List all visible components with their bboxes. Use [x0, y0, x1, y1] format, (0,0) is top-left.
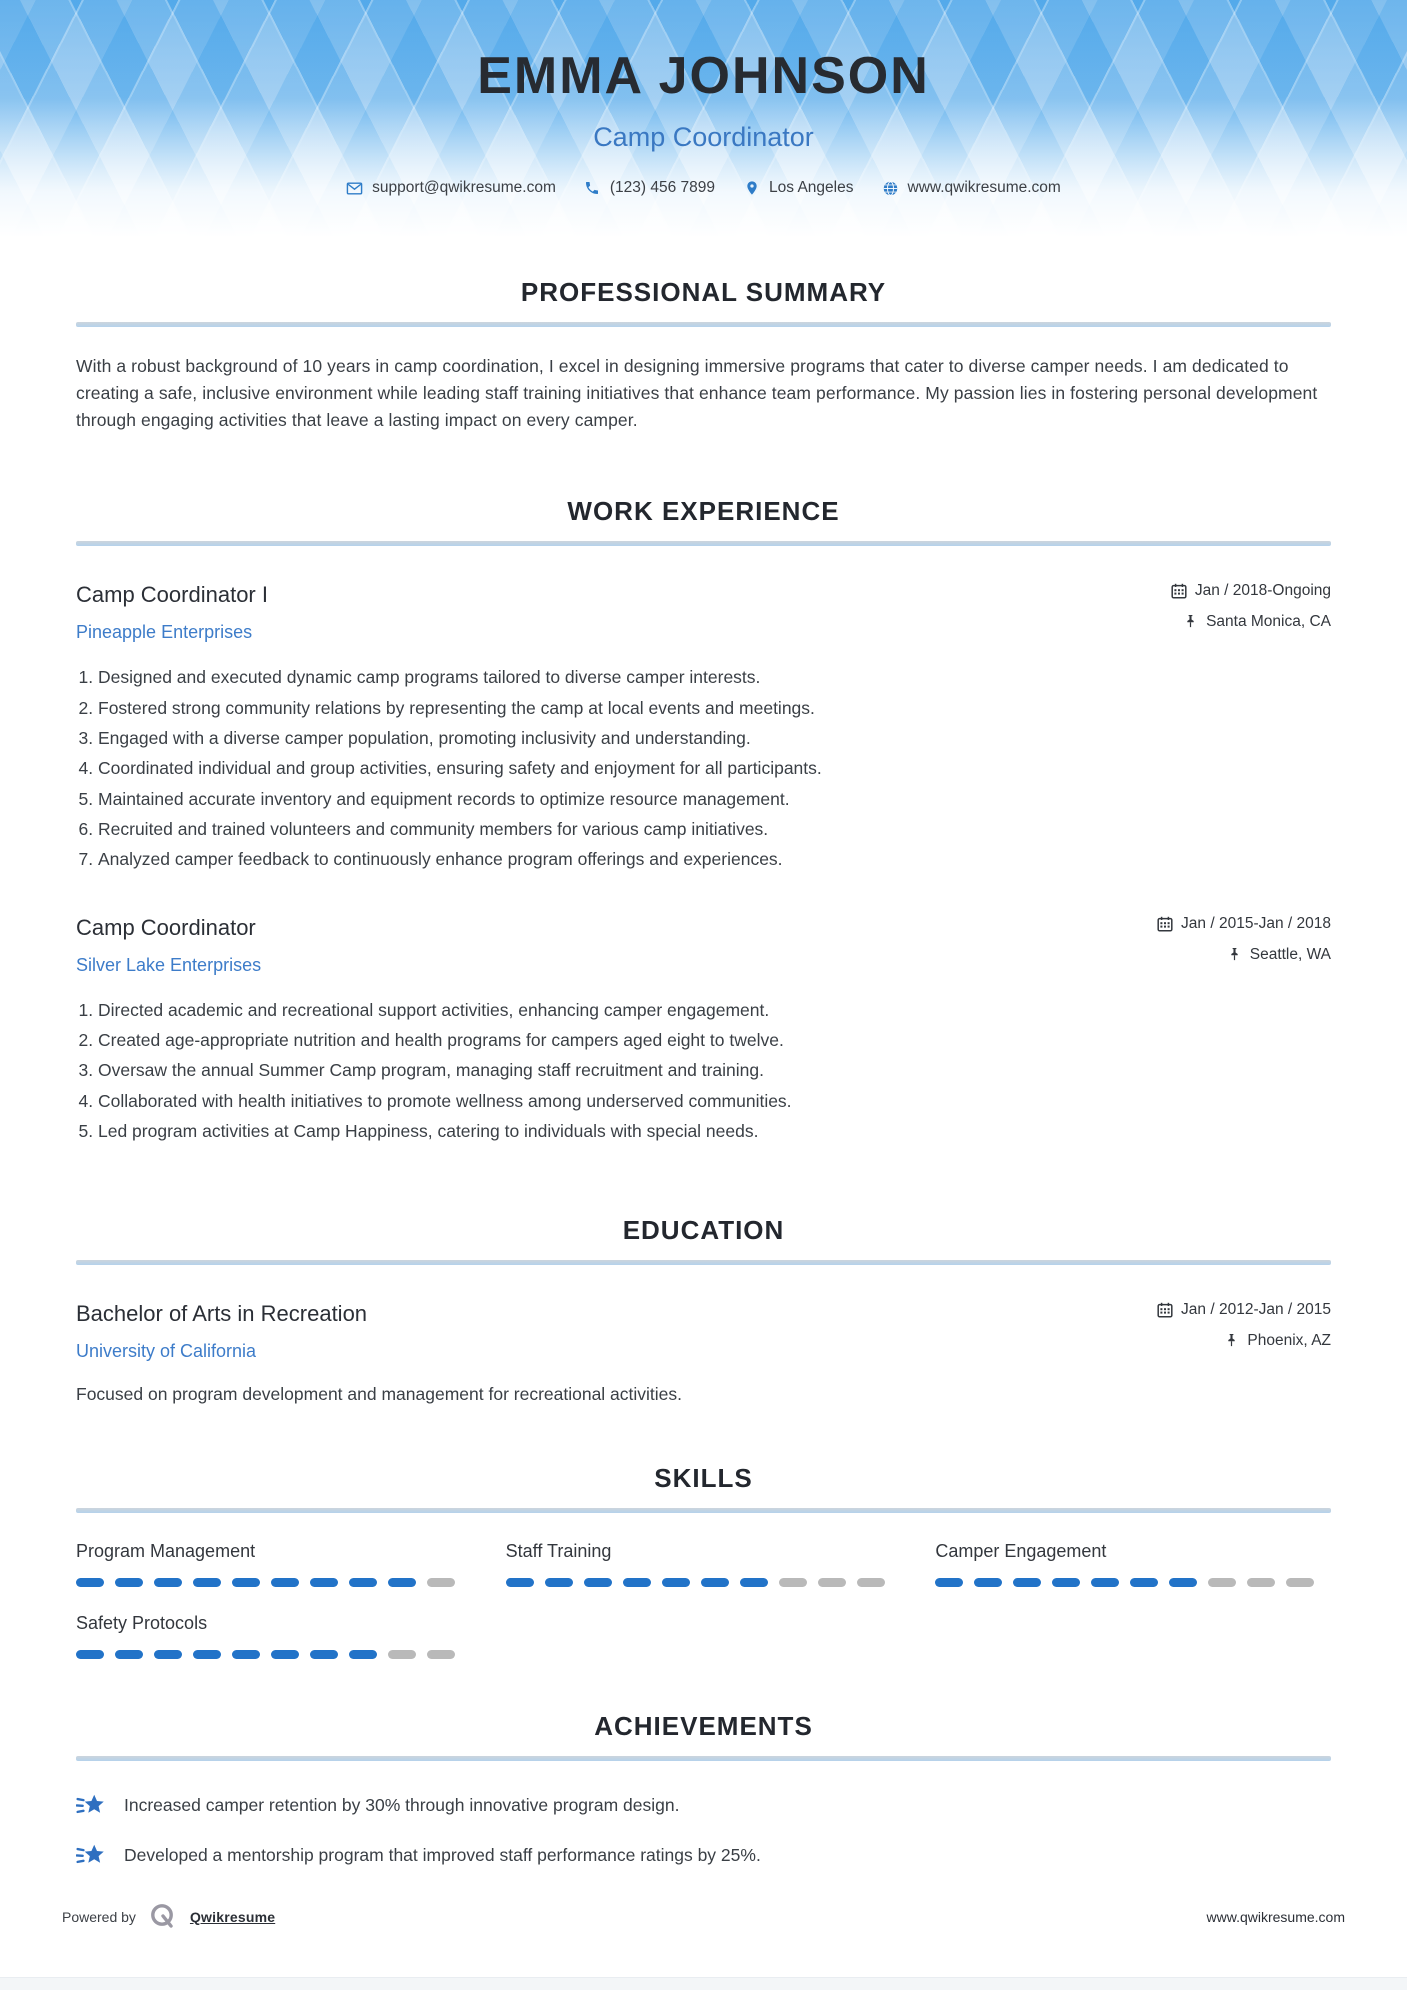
skill-level-segment — [1130, 1578, 1158, 1587]
location-pin-icon — [743, 180, 760, 197]
education-entry — [76, 1301, 1331, 1405]
section-divider — [76, 1260, 1331, 1265]
contact-email-text: support@qwikresume.com — [372, 179, 556, 196]
job-entry-left — [76, 915, 261, 976]
skill-level-segment — [545, 1578, 573, 1587]
job-entry — [76, 582, 1331, 870]
job-entry — [76, 915, 1331, 1143]
skill-level-segment — [154, 1650, 182, 1659]
pushpin-icon — [1223, 1333, 1239, 1349]
skill-level-segment — [154, 1578, 182, 1587]
skill-level-segment — [935, 1578, 963, 1587]
skill-level-segment — [857, 1578, 885, 1587]
job-dates-line — [1171, 582, 1331, 600]
skills-heading: SKILLS — [654, 1462, 753, 1493]
page-bottom-strip — [0, 1977, 1407, 1990]
skill-level-segment — [974, 1578, 1002, 1587]
contact-row — [0, 179, 1407, 197]
skill-level-segment — [427, 1650, 455, 1659]
qwikresume-logo-icon — [148, 1902, 178, 1932]
globe-icon — [882, 180, 899, 197]
education-entry-head — [76, 1301, 1331, 1362]
skill-level-segment — [1052, 1578, 1080, 1587]
skill-level-segment — [1091, 1578, 1119, 1587]
skill-item — [506, 1541, 902, 1587]
skill-name: Staff Training — [505, 1540, 612, 1561]
job-bullet: 1. Designed and executed dynamic camp programs tailored to diverse camper interests. — [98, 667, 1331, 688]
job-bullet: 4. Coordinated individual and group activities, ensuring safety and enjoyment for all participants. — [98, 758, 1331, 779]
job-bullet: 4. Collaborated with health initiatives to promote wellness among underserved communities. — [98, 1091, 1331, 1112]
education-entry-left — [76, 1301, 367, 1362]
contact-phone — [584, 179, 715, 197]
section-education — [76, 1215, 1331, 1405]
education-location-line — [1157, 1332, 1331, 1350]
job-dates: Jan / 2015-Jan / 2018 — [1181, 914, 1331, 932]
skill-level-segment — [310, 1578, 338, 1587]
footer-website-link[interactable]: www.qwikresume.com — [1206, 1909, 1345, 1925]
skill-level-segment — [740, 1578, 768, 1587]
page-footer — [0, 1902, 1407, 1932]
skill-level-segment — [701, 1578, 729, 1587]
skill-item — [935, 1541, 1331, 1587]
achievement-text: Developed a mentorship program that improved staff performance ratings by 25%. — [124, 1845, 761, 1865]
contact-website-text: www.qwikresume.com — [907, 179, 1061, 196]
summary-text: With a robust background of 10 years in camp coordination, I excel in designing immersive programs that cater to diverse camper needs. I am dedicated to creating a safe, inclusive environment while leading staff training initiatives that enhance team performance. My passion lies in fostering personal development through engaging activities that leave a lasting impact on every camper. — [76, 356, 1318, 431]
skill-level-segment — [349, 1578, 377, 1587]
contact-website[interactable] — [882, 179, 1061, 197]
job-entry-meta — [1157, 915, 1331, 964]
job-title: Camp Coordinator — [76, 914, 256, 940]
job-dates-line — [1157, 915, 1331, 933]
section-divider — [76, 1756, 1331, 1761]
skill-item — [76, 1541, 472, 1587]
skill-level-segment — [271, 1650, 299, 1659]
section-achievements — [76, 1711, 1331, 1871]
skill-level-segment — [779, 1578, 807, 1587]
contact-location-text: Los Angeles — [769, 179, 854, 196]
job-bullet: 3. Engaged with a diverse camper population, promoting inclusivity and understanding. — [98, 728, 1331, 749]
skill-level-segment — [427, 1578, 455, 1587]
section-skills — [76, 1463, 1331, 1659]
skill-level-segment — [623, 1578, 651, 1587]
job-bullet: 2. Fostered strong community relations by representing the camp at local events and meetings. — [98, 698, 1331, 719]
achievements-list — [76, 1791, 1331, 1871]
contact-location — [743, 179, 853, 197]
job-location-line — [1171, 613, 1331, 631]
job-bullet: 2. Created age-appropriate nutrition and health programs for campers aged eight to twelve. — [98, 1030, 1331, 1051]
degree-title: Bachelor of Arts in Recreation — [76, 1300, 368, 1326]
work-heading: WORK EXPERIENCE — [567, 496, 840, 527]
candidate-name: EMMA JOHNSON — [477, 47, 930, 105]
calendar-icon — [1157, 916, 1173, 932]
skill-level-bar — [506, 1578, 902, 1587]
skill-level-segment — [1208, 1578, 1236, 1587]
skill-level-segment — [76, 1650, 104, 1659]
school-name: University of California — [76, 1340, 257, 1361]
skill-level-bar — [76, 1578, 472, 1587]
section-summary — [76, 277, 1331, 434]
skill-name: Camper Engagement — [935, 1540, 1107, 1561]
skill-level-segment — [193, 1650, 221, 1659]
powered-by-label: Powered by — [62, 1909, 136, 1925]
skill-level-segment — [193, 1578, 221, 1587]
job-title: Camp Coordinator I — [76, 582, 268, 608]
skill-level-segment — [115, 1578, 143, 1587]
job-dates: Jan / 2018-Ongoing — [1194, 582, 1331, 600]
shooting-star-icon — [76, 1841, 106, 1871]
skill-name: Program Management — [76, 1540, 256, 1561]
skill-level-bar — [935, 1578, 1331, 1587]
skills-grid — [76, 1541, 1331, 1659]
calendar-icon — [1171, 583, 1187, 599]
job-bullet: 5. Led program activities at Camp Happiness, catering to individuals with special needs. — [98, 1121, 1331, 1142]
job-entry-head — [76, 915, 1331, 976]
skill-level-segment — [1169, 1578, 1197, 1587]
job-location: Santa Monica, CA — [1206, 613, 1331, 631]
candidate-title: Camp Coordinator — [593, 122, 814, 152]
education-entry-meta — [1157, 1301, 1331, 1350]
skill-level-segment — [1013, 1578, 1041, 1587]
resume-body — [0, 277, 1407, 1871]
skill-level-segment — [349, 1650, 377, 1659]
job-bullet-list — [98, 667, 1331, 870]
summary-heading: PROFESSIONAL SUMMARY — [520, 277, 887, 307]
skill-level-segment — [115, 1650, 143, 1659]
skill-level-segment — [310, 1650, 338, 1659]
calendar-icon — [1157, 1302, 1173, 1318]
job-bullet: 3. Oversaw the annual Summer Camp program, managing staff recruitment and training. — [98, 1060, 1331, 1081]
job-company: Pineapple Enterprises — [76, 622, 253, 643]
skill-level-segment — [388, 1578, 416, 1587]
phone-icon — [584, 180, 601, 197]
section-work-experience — [76, 496, 1331, 1142]
job-location: Seattle, WA — [1249, 945, 1331, 963]
skill-level-segment — [506, 1578, 534, 1587]
skill-level-segment — [388, 1650, 416, 1659]
skill-name: Safety Protocols — [76, 1612, 208, 1633]
shooting-star-icon — [76, 1791, 106, 1821]
achievements-heading: ACHIEVEMENTS — [594, 1710, 813, 1741]
job-bullet: 5. Maintained accurate inventory and equipment records to optimize resource management. — [98, 789, 1331, 810]
education-heading: EDUCATION — [622, 1214, 785, 1245]
skill-level-segment — [584, 1578, 612, 1587]
job-entry-meta — [1171, 582, 1331, 631]
skill-level-bar — [76, 1650, 472, 1659]
skill-level-segment — [818, 1578, 846, 1587]
email-icon — [346, 180, 363, 197]
education-location: Phoenix, AZ — [1247, 1331, 1331, 1349]
skill-level-segment — [271, 1578, 299, 1587]
resume-header — [0, 0, 1407, 245]
skill-item — [76, 1613, 472, 1659]
skill-level-segment — [1286, 1578, 1314, 1587]
skill-level-segment — [232, 1578, 260, 1587]
job-entry-left — [76, 582, 268, 643]
achievement-text: Increased camper retention by 30% through innovative program design. — [124, 1795, 680, 1815]
skill-level-segment — [662, 1578, 690, 1587]
skill-level-segment — [232, 1650, 260, 1659]
job-bullet: 1. Directed academic and recreational support activities, enhancing camper engagement. — [98, 1000, 1331, 1021]
pushpin-icon — [1182, 614, 1198, 630]
section-divider — [76, 1508, 1331, 1513]
education-dates: Jan / 2012-Jan / 2015 — [1181, 1300, 1331, 1318]
achievement-item — [76, 1841, 1331, 1871]
job-bullet-list — [98, 1000, 1331, 1143]
skill-level-segment — [76, 1578, 104, 1587]
education-dates-line — [1157, 1301, 1331, 1319]
job-bullet: 6. Recruited and trained volunteers and community members for various camp initiatives. — [98, 819, 1331, 840]
job-bullet: 7. Analyzed camper feedback to continuously enhance program offerings and experiences. — [98, 849, 1331, 870]
footer-branding — [62, 1902, 275, 1932]
contact-email[interactable] — [346, 179, 556, 197]
pushpin-icon — [1226, 947, 1242, 963]
section-divider — [76, 322, 1331, 327]
qwikresume-link[interactable]: Qwikresume — [189, 1909, 276, 1925]
education-description: Focused on program development and management for recreational activities. — [76, 1383, 683, 1404]
job-company: Silver Lake Enterprises — [76, 954, 262, 975]
contact-phone-text: (123) 456 7899 — [609, 179, 716, 196]
skill-level-segment — [1247, 1578, 1275, 1587]
job-location-line — [1157, 946, 1331, 964]
section-divider — [76, 541, 1331, 546]
job-entry-head — [76, 582, 1331, 643]
achievement-item — [76, 1791, 1331, 1821]
